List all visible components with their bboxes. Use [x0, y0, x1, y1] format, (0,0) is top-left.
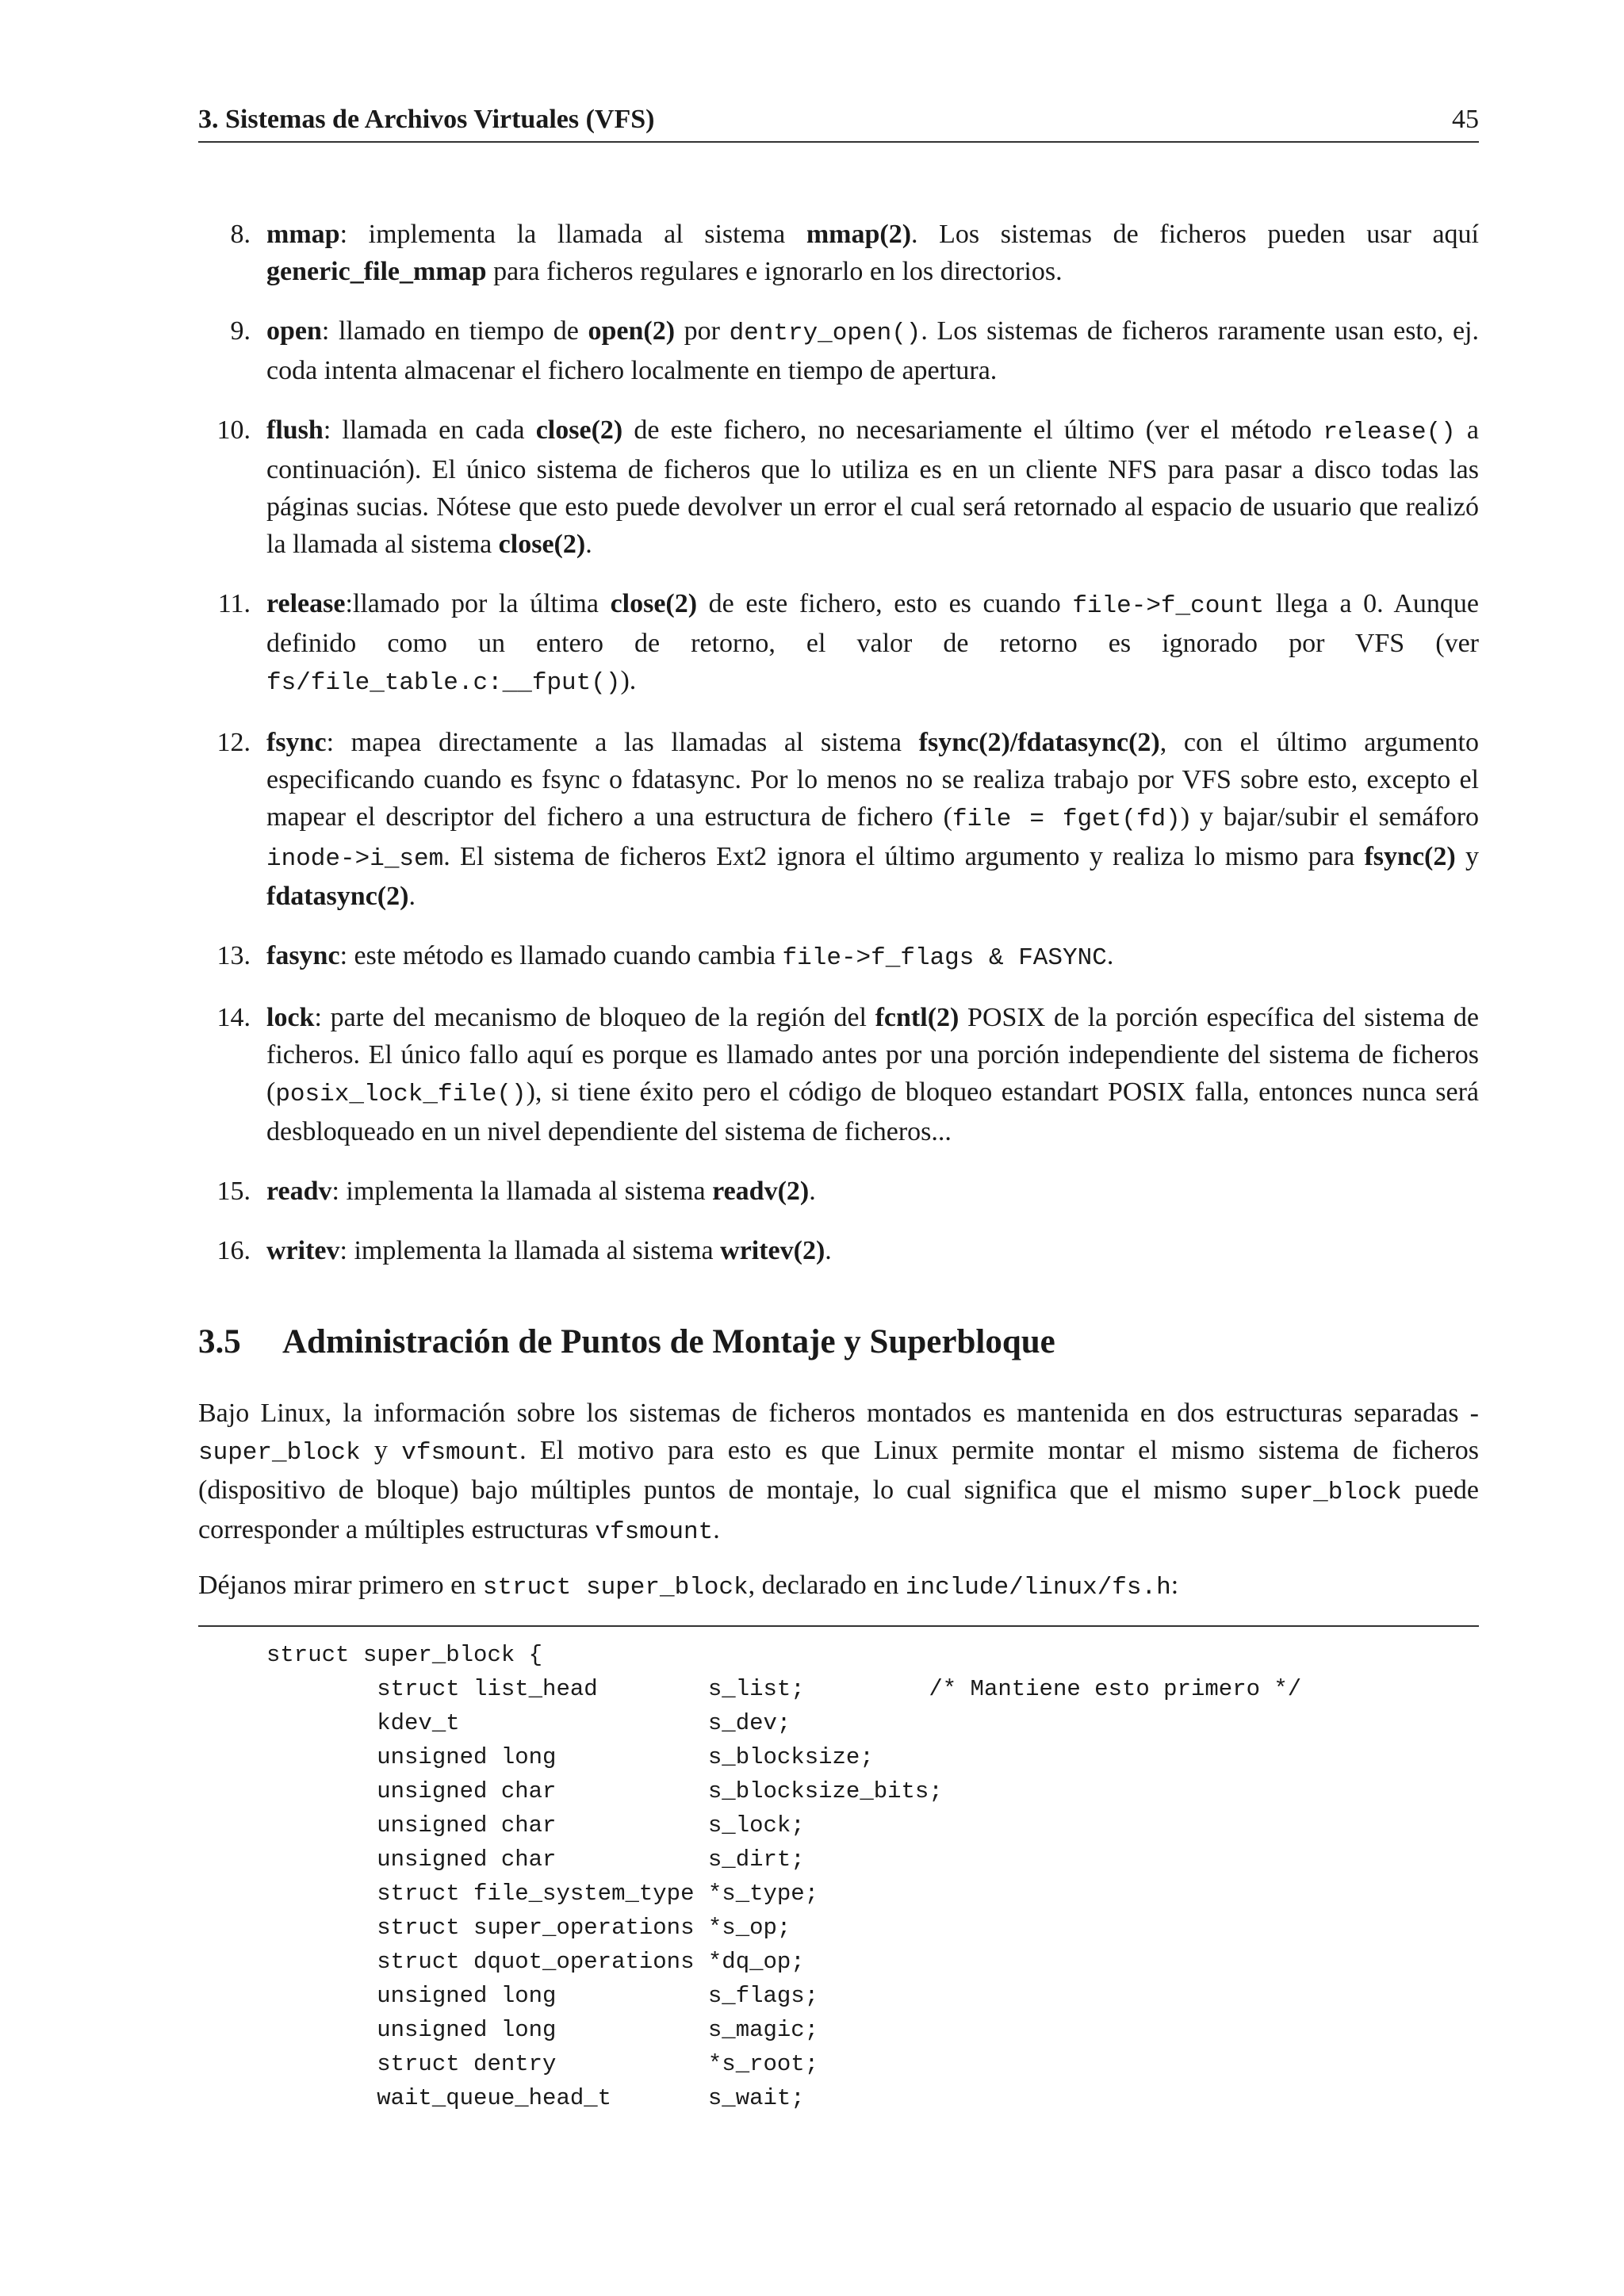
section-heading: [198, 1322, 1479, 1363]
list-item-number: 16.: [216, 1236, 251, 1265]
text-run: ) y bajar/subir el semáforo: [1180, 802, 1480, 832]
code-line: struct list_head s_list; /* Mantiene esto primero */: [377, 1676, 1302, 1702]
bold-term: fasync: [266, 941, 340, 970]
text-run: llega a 0. Aunque definido como un entero de retorno, el valor de retorno es ignorado por VFS (ver: [266, 589, 1480, 658]
bold-term: readv: [266, 1177, 332, 1206]
code-line: unsigned char s_dirt;: [377, 1846, 805, 1873]
text-run: de este fichero, esto es cuando: [697, 589, 1073, 618]
code-line: unsigned char s_blocksize_bits;: [377, 1778, 943, 1804]
text-run: .: [825, 1236, 832, 1265]
chapter-title: 3. Sistemas de Archivos Virtuales (VFS): [198, 105, 655, 134]
list-item-number: 12.: [216, 728, 251, 757]
text-run: : mapea directamente a las llamadas al sistema: [326, 728, 919, 757]
text-run: puede corresponder a múltiples estructuras: [198, 1475, 1480, 1544]
code-term: file = fget(fd): [952, 806, 1181, 833]
text-run: .: [1106, 941, 1114, 970]
list-item: [198, 999, 1479, 1150]
bold-term: mmap(2): [806, 220, 912, 249]
page-number: 45: [1452, 105, 1479, 134]
code-term: super_block: [1239, 1479, 1402, 1506]
code-term: include/linux/fs.h: [905, 1574, 1171, 1601]
bold-term: writev: [266, 1236, 340, 1265]
code-line: unsigned char s_lock;: [377, 1812, 805, 1839]
list-item-number: 14.: [216, 1003, 251, 1032]
bold-term: open: [266, 316, 322, 346]
text-run: , declarado en: [748, 1571, 906, 1600]
section-number: 3.5: [198, 1323, 241, 1360]
text-run: : implementa la llamada al sistema: [339, 220, 806, 249]
list-item-number: 9.: [230, 316, 251, 346]
text-run: .: [408, 882, 416, 911]
text-run: . El sistema de ficheros Ext2 ignora el último argumento y realiza lo mismo para: [443, 842, 1365, 871]
list-item: [198, 216, 1479, 290]
list-item: [198, 1173, 1479, 1210]
text-run: ), si tiene éxito pero el código de bloqueo estandart POSIX falla, entonces nunca será desbloqueado en un nivel dependiente del sistema de ficheros...: [266, 1077, 1479, 1146]
text-run: para ficheros regulares e ignorarlo en los directorios.: [486, 257, 1063, 286]
text-run: .: [809, 1177, 816, 1206]
code-line: wait_queue_head_t s_wait;: [377, 2085, 805, 2111]
text-run: POSIX de la porción específica del sistema de ficheros. El único fallo aquí es porque es llamado antes por una porción independiente del sistema de ficheros (: [266, 1003, 1479, 1107]
bold-term: flush: [266, 415, 324, 445]
bold-term: fsync(2)/fdatasync(2): [918, 728, 1160, 757]
bold-term: writev(2): [720, 1236, 825, 1265]
text-run: , con el último argumento especificando cuando es fsync o fdatasync. Por lo menos no se realiza trabajo por VFS sobre esto, excepto el mapear el descriptor del fichero a una estructura de fichero (: [266, 728, 1479, 832]
text-run: por: [675, 316, 730, 346]
code-line: unsigned long s_flags;: [377, 1983, 819, 2009]
text-run: : este método es llamado cuando cambia: [339, 941, 783, 970]
paragraph: [198, 1567, 1479, 1606]
section-paragraphs: [198, 1395, 1479, 1606]
bold-term: fsync(2): [1364, 842, 1456, 871]
bold-term: close(2): [610, 589, 698, 618]
list-item: [198, 585, 1479, 702]
code-line: kdev_t s_dev;: [377, 1710, 791, 1736]
list-item: [198, 1232, 1479, 1269]
bold-term: close(2): [498, 530, 586, 559]
text-run: : implementa la llamada al sistema: [331, 1177, 713, 1206]
code-term: posix_lock_file(): [275, 1081, 527, 1108]
bold-term: lock: [266, 1003, 315, 1032]
code-line: struct dquot_operations *dq_op;: [377, 1949, 805, 1975]
text-run: . El motivo para esto es que Linux permite montar el mismo sistema de ficheros (dispositivo de bloque) bajo múltiples puntos de montaje, lo cual significa que el mismo: [198, 1436, 1479, 1505]
running-header: [198, 101, 1479, 143]
code-line: struct super_operations *s_op;: [377, 1915, 791, 1941]
list-item-number: 10.: [216, 415, 251, 445]
code-line: unsigned long s_magic;: [377, 2017, 819, 2043]
code-divider: [198, 1625, 1479, 1627]
text-run: a continuación). El único sistema de ficheros que lo utiliza es en un cliente NFS para pasar a disco todas las páginas sucias. Nótese que esto puede devolver un error el cual será retornado al espacio de usuario que realizó la llamada al sistema: [266, 415, 1479, 559]
code-line: struct super_block {: [266, 1642, 543, 1668]
list-item-number: 11.: [217, 589, 251, 618]
list-item: [198, 937, 1479, 977]
bold-term: open(2): [588, 316, 676, 346]
code-term: file->f_flags & FASYNC: [782, 944, 1107, 972]
code-term: dentry_open(): [729, 320, 921, 347]
code-term: vfsmount: [401, 1439, 520, 1467]
list-item-number: 8.: [230, 220, 251, 249]
code-term: fs/file_table.c:__fput(): [266, 669, 621, 697]
bold-term: release: [266, 589, 346, 618]
bold-term: fdatasync(2): [266, 882, 409, 911]
text-run: : llamado en tiempo de: [321, 316, 588, 346]
code-term: vfsmount: [595, 1518, 714, 1546]
code-line: struct file_system_type *s_type;: [377, 1881, 819, 1907]
text-run: y: [1455, 842, 1479, 871]
bold-term: fsync: [266, 728, 327, 757]
text-run: Bajo Linux, la información sobre los sistemas de ficheros montados es mantenida en dos estructuras separadas -: [198, 1399, 1479, 1428]
bold-term: generic_file_mmap: [266, 257, 487, 286]
text-run: Déjanos mirar primero en: [198, 1571, 483, 1600]
text-run: . Los sistemas de ficheros pueden usar aquí: [911, 220, 1479, 249]
text-run: :llamado por la última: [345, 589, 611, 618]
text-run: ).: [620, 666, 637, 695]
list-item: [198, 411, 1479, 563]
code-listing: [266, 1638, 1479, 2115]
code-term: inode->i_sem: [266, 845, 444, 873]
text-run: : llamada en cada: [323, 415, 536, 445]
list-item: [198, 312, 1479, 389]
text-run: :: [1170, 1571, 1179, 1600]
list-item-number: 13.: [216, 941, 251, 970]
text-run: . Los sistemas de ficheros raramente usan esto, ej. coda intenta almacenar el fichero localmente en tiempo de apertura.: [266, 316, 1480, 385]
bold-term: readv(2): [712, 1177, 810, 1206]
list-item-number: 15.: [216, 1177, 251, 1206]
paragraph: [198, 1395, 1479, 1551]
text-run: .: [585, 530, 592, 559]
text-run: : implementa la llamada al sistema: [339, 1236, 721, 1265]
bold-term: mmap: [266, 220, 340, 249]
page-body: [198, 216, 1479, 2115]
code-line: struct dentry *s_root;: [377, 2051, 819, 2077]
method-list: [198, 216, 1479, 1269]
text-run: .: [713, 1515, 720, 1544]
text-run: de este fichero, no necesariamente el último (ver el método: [622, 415, 1323, 445]
text-run: y: [360, 1436, 402, 1465]
code-term: super_block: [198, 1439, 361, 1467]
code-term: struct super_block: [482, 1574, 749, 1601]
code-line: unsigned long s_blocksize;: [377, 1744, 874, 1770]
text-run: : parte del mecanismo de bloqueo de la región del: [314, 1003, 875, 1032]
code-term: release(): [1323, 419, 1456, 446]
bold-term: fcntl(2): [875, 1003, 959, 1032]
code-term: file->f_count: [1072, 592, 1265, 620]
section-title: Administración de Puntos de Montaje y Superbloque: [282, 1323, 1055, 1360]
list-item: [198, 724, 1479, 915]
bold-term: close(2): [535, 415, 623, 445]
